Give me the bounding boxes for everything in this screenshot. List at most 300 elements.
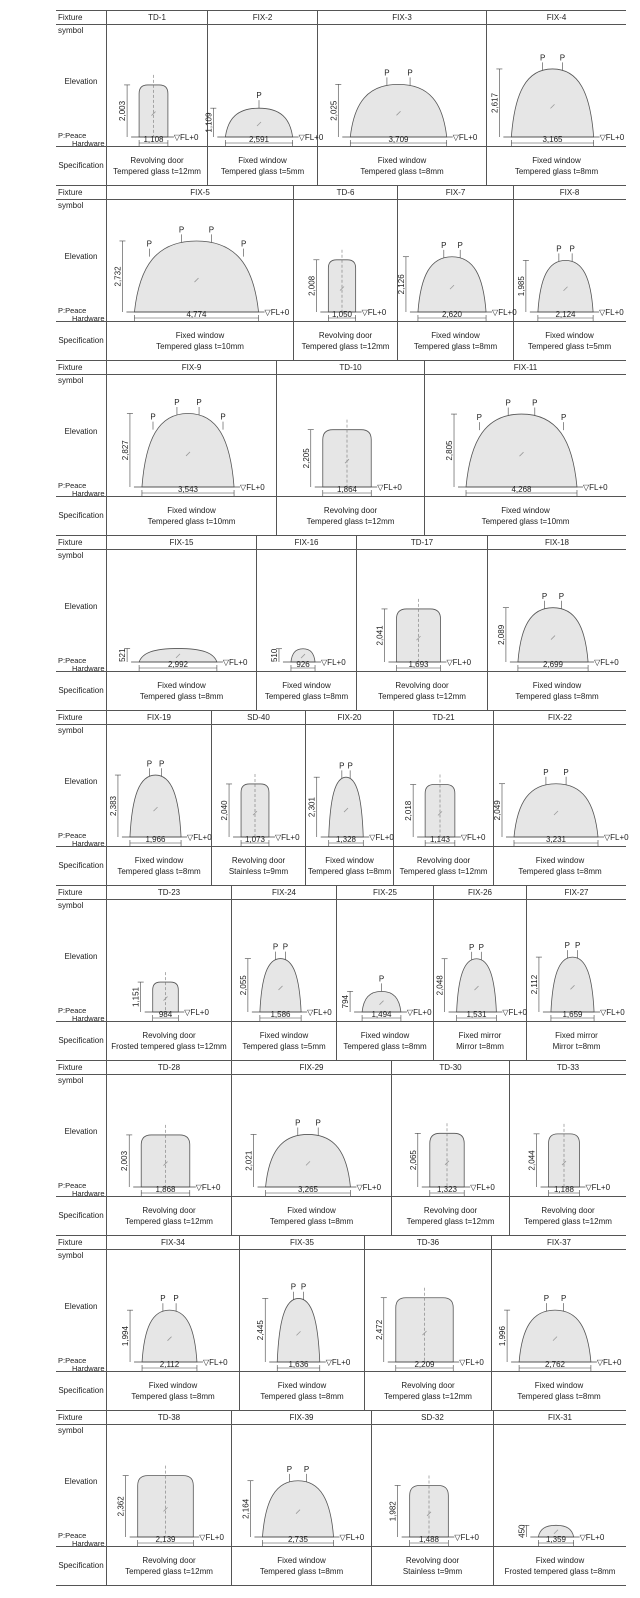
- floor-level-label: ▽FL+0: [264, 308, 290, 317]
- height-dimension-label: 2,040: [220, 800, 230, 821]
- height-dimension-label: 1,994: [121, 1326, 131, 1347]
- peace-hardware-legend: P:Peace Hardware: [58, 1006, 105, 1023]
- peace-hardware-legend: P:Peace Hardware: [58, 306, 105, 323]
- peace-marker-label: P: [543, 1294, 550, 1304]
- specification-cell: [107, 147, 208, 185]
- door-outline: [323, 430, 371, 487]
- elevation-drawing: [277, 375, 425, 496]
- fixture-symbol: FIX-24: [232, 886, 337, 899]
- width-dimension-label: 2,112: [159, 1360, 180, 1369]
- floor-level-label: ▽FL+0: [298, 133, 324, 142]
- elevation-drawing: [510, 1075, 626, 1196]
- specification-cell: [514, 322, 625, 360]
- width-dimension-label: 2,620: [441, 310, 463, 319]
- specification-cell: [425, 497, 626, 535]
- width-dimension-label: 2,124: [555, 310, 576, 319]
- height-dimension-label: 2,049: [492, 800, 502, 821]
- floor-level-label: ▽FL+0: [361, 308, 387, 317]
- window-outline: [225, 108, 292, 137]
- specification-cell: [294, 322, 398, 360]
- height-dimension-label: 2,805: [445, 440, 455, 461]
- elevation-drawing: [257, 550, 357, 671]
- fixture-type: Revolving door: [142, 1206, 196, 1215]
- elevation-cell: [392, 1075, 510, 1196]
- elevation-cell: [372, 1425, 494, 1546]
- fixture-type: Fixed window: [325, 856, 374, 865]
- fixture-symbol: FIX-37: [546, 1238, 571, 1247]
- specification-label: Specification: [56, 672, 107, 710]
- width-dimension-label: 2,209: [414, 1360, 435, 1369]
- height-dimension-label: 2,041: [375, 625, 385, 646]
- elevation-label: [56, 1250, 107, 1371]
- fixture-symbol: FIX-26: [434, 886, 527, 899]
- peace-marker-label: P: [174, 397, 180, 407]
- elevation-drawing: [107, 1075, 232, 1196]
- elevation-cell: [488, 550, 626, 671]
- peace-hardware-legend: P:Peace Hardware: [58, 656, 105, 673]
- elevation-label-text: Elevation: [64, 252, 98, 261]
- material-spec: Tempered glass t=12mm: [399, 867, 488, 876]
- fixture-symbol: SD-40: [212, 711, 306, 724]
- fixture-symbol: TD-6: [294, 186, 398, 199]
- fixture-type: Fixed window: [167, 506, 216, 515]
- elevation-cell: [107, 1250, 240, 1371]
- peace-marker-label: P: [146, 239, 153, 249]
- width-dimension-label: 3,165: [542, 135, 563, 144]
- width-dimension-label: 2,992: [167, 660, 189, 669]
- fixture-symbol: FIX-18: [544, 538, 569, 547]
- elevation-drawing: [396, 200, 517, 321]
- material-spec: Tempered glass t=12mm: [524, 1217, 612, 1226]
- material-spec: Tempered glass t=8mm: [259, 1567, 344, 1576]
- width-dimension-label: 1,659: [562, 1010, 583, 1019]
- peace-marker-label: P: [543, 767, 549, 777]
- elevation-cell: [365, 1250, 492, 1371]
- fixture-symbol: TD-1: [107, 11, 208, 24]
- fixture-symbol: FIX-27: [564, 888, 589, 897]
- fixture-type: Fixed window: [277, 1381, 327, 1390]
- window-outline: [329, 777, 364, 837]
- specification-cell: [434, 1022, 527, 1060]
- floor-level-label: ▽FL+0: [599, 308, 624, 317]
- specification-cell: [318, 147, 487, 185]
- elevation-cell: [494, 1425, 626, 1546]
- width-dimension-label: 1,586: [270, 1010, 291, 1019]
- elevation-cell: [107, 550, 257, 671]
- peace-marker-label: P: [532, 398, 538, 408]
- elevation-drawing: [487, 25, 626, 146]
- specification-label: Specification: [56, 1372, 107, 1410]
- height-dimension-label: 2,617: [490, 92, 500, 113]
- fixture-symbol-label: Fixture symbol: [56, 1411, 107, 1424]
- floor-level-label: ▽FL+0: [307, 1008, 332, 1017]
- fixture-symbol: FIX-39: [232, 1411, 372, 1424]
- fixture-symbol: FIX-19: [107, 711, 212, 724]
- specification-label: Specification: [56, 1547, 107, 1585]
- elevation-drawing: [232, 1425, 372, 1546]
- peace-hardware-legend: P:Peace Hardware: [58, 131, 105, 148]
- width-dimension-label: 984: [158, 1010, 173, 1019]
- elevation-cell: [107, 900, 232, 1021]
- floor-level-label: ▽FL+0: [604, 833, 629, 842]
- specification-label: Specification: [56, 847, 107, 885]
- elevation-cell: [107, 1425, 232, 1546]
- floor-level-label: ▽FL+0: [325, 1358, 351, 1367]
- elevation-cell: [425, 375, 626, 496]
- elevation-cell: [212, 725, 306, 846]
- fixture-type: Fixed window: [282, 681, 331, 690]
- height-dimension-label: 2,362: [116, 1496, 126, 1517]
- specification-label: Specification: [56, 497, 107, 535]
- elevation-cell: [527, 900, 626, 1021]
- fixture-type: Fixed window: [157, 681, 206, 690]
- schedule-row-8: [56, 1235, 626, 1410]
- material-spec: Tempered glass t=12mm: [113, 167, 201, 176]
- fixture-symbol: TD-10: [277, 361, 425, 374]
- width-dimension-label: 1,488: [418, 1535, 440, 1544]
- material-spec: Tempered glass t=8mm: [514, 167, 599, 176]
- width-dimension-label: 1,188: [553, 1185, 575, 1194]
- material-spec: Tempered glass t=8mm: [139, 692, 224, 701]
- specification-label: Specification: [56, 1022, 107, 1060]
- specification-cell: [107, 322, 294, 360]
- elevation-label: [56, 1425, 107, 1546]
- height-dimension-label: 2,008: [307, 275, 317, 296]
- elevation-label: [56, 375, 107, 496]
- material-spec: Mirror t=8mm: [456, 1042, 504, 1051]
- elevation-cell: [306, 725, 394, 846]
- specification-cell: [392, 1197, 510, 1235]
- specification-cell: [212, 847, 306, 885]
- peace-marker-label: P: [290, 1282, 297, 1292]
- peace-marker-label: P: [539, 53, 546, 63]
- material-spec: Tempered glass t=10mm: [147, 517, 236, 526]
- material-spec: Tempered glass t=12mm: [301, 342, 390, 351]
- window-outline: [418, 257, 486, 312]
- material-spec: Tempered glass t=12mm: [306, 517, 395, 526]
- elevation-label-text: Elevation: [64, 427, 98, 436]
- elevation-drawing: [425, 375, 626, 496]
- floor-level-label: ▽FL+0: [406, 1008, 432, 1017]
- width-dimension-label: 1,531: [466, 1010, 487, 1019]
- specification-cell: [107, 1547, 232, 1585]
- elevation-drawing: [318, 25, 487, 146]
- peace-marker-label: P: [384, 68, 390, 78]
- specification-cell: [232, 1197, 392, 1235]
- window-outline: [511, 69, 593, 137]
- peace-marker-label: P: [256, 91, 262, 101]
- peace-hardware-legend: P:Peace Hardware: [58, 1531, 105, 1548]
- elevation-drawing: [492, 725, 629, 846]
- elevation-drawing: [394, 725, 494, 846]
- fixture-symbol-label: Fixture symbol: [56, 186, 107, 199]
- peace-marker-label: P: [558, 591, 565, 601]
- fixture-type: Revolving door: [405, 1556, 460, 1565]
- elevation-drawing: [107, 1425, 232, 1546]
- elevation-cell: [337, 900, 434, 1021]
- width-dimension-label: 1,073: [244, 835, 266, 844]
- width-dimension-label: 1,868: [155, 1185, 176, 1194]
- elevation-cell: [107, 25, 208, 146]
- window-outline: [457, 959, 497, 1012]
- width-dimension-label: 2,735: [287, 1535, 309, 1544]
- floor-level-label: ▽FL+0: [187, 833, 212, 842]
- elevation-label-text: Elevation: [64, 77, 98, 86]
- peace-marker-label: P: [208, 225, 215, 235]
- elevation-cell: [396, 200, 517, 321]
- elevation-label-text: Elevation: [64, 1302, 98, 1311]
- height-dimension-label: 1,996: [498, 1326, 508, 1347]
- fixture-type: Fixed mirror: [555, 1031, 598, 1040]
- elevation-label: [56, 25, 107, 146]
- fixture-symbol: FIX-35: [240, 1236, 365, 1249]
- width-dimension-label: 1,636: [288, 1360, 309, 1369]
- material-spec: Stainless t=9mm: [402, 1567, 463, 1576]
- window-outline: [142, 413, 234, 487]
- material-spec: Tempered glass t=8mm: [307, 867, 392, 876]
- specification-cell: [510, 1197, 626, 1235]
- elevation-cell: [232, 1075, 392, 1196]
- schedule-row-3: [56, 360, 626, 535]
- width-dimension-label: 4,268: [511, 485, 532, 494]
- peace-marker-label: P: [178, 225, 185, 235]
- material-spec: Mirror t=8mm: [552, 1042, 601, 1051]
- peace-hardware-legend: P:Peace Hardware: [58, 481, 105, 498]
- height-dimension-label: 2,065: [408, 1150, 418, 1171]
- width-dimension-label: 2,139: [155, 1535, 176, 1544]
- floor-level-label: ▽FL+0: [356, 1183, 382, 1192]
- floor-level-label: ▽FL+0: [173, 133, 199, 142]
- fixture-symbol-label: Fixture symbol: [56, 361, 107, 374]
- fixture-type: Fixed window: [534, 1381, 584, 1390]
- window-outline: [362, 991, 401, 1012]
- peace-marker-label: P: [158, 759, 165, 769]
- fixture-type: Revolving door: [142, 1556, 196, 1565]
- window-outline: [277, 1298, 320, 1362]
- elevation-drawing: [232, 1075, 392, 1196]
- material-spec: Tempered glass t=8mm: [269, 1217, 354, 1226]
- elevation-drawing: [372, 1425, 494, 1546]
- material-spec: Tempered glass t=12mm: [125, 1567, 213, 1576]
- height-dimension-label: 2,048: [435, 975, 445, 996]
- window-outline: [518, 608, 588, 662]
- floor-level-label: ▽FL+0: [202, 1358, 228, 1367]
- material-spec: Tempered glass t=12mm: [378, 692, 466, 701]
- fixture-symbol-label: Fixture symbol: [56, 11, 107, 24]
- elevation-drawing: [204, 25, 324, 146]
- height-dimension-label: 2,383: [108, 796, 118, 817]
- material-spec: Tempered glass t=8mm: [360, 167, 444, 176]
- fixture-type: Revolving door: [395, 681, 449, 690]
- elevation-cell: [434, 900, 527, 1021]
- elevation-cell: [107, 1075, 232, 1196]
- floor-level-label: ▽FL+0: [596, 1358, 622, 1367]
- floor-level-label: ▽FL+0: [199, 1533, 224, 1542]
- height-dimension-label: 2,003: [120, 1150, 130, 1171]
- peace-marker-label: P: [476, 413, 483, 423]
- floor-level-label: ▽FL+0: [594, 658, 619, 667]
- width-dimension-label: 3,265: [297, 1185, 319, 1194]
- specification-cell: [488, 672, 626, 710]
- elevation-cell: [232, 1425, 372, 1546]
- fixture-symbol: FIX-34: [107, 1236, 240, 1249]
- specification-cell: [208, 147, 318, 185]
- height-dimension-label: 510: [269, 648, 279, 663]
- specification-cell: [398, 322, 514, 360]
- floor-level-label: ▽FL+0: [446, 658, 472, 667]
- material-spec: Tempered glass t=5mm: [242, 1042, 326, 1051]
- fixture-symbol: FIX-16: [257, 536, 357, 549]
- fixture-type: Fixed window: [535, 856, 585, 865]
- elevation-cell: [257, 550, 357, 671]
- material-spec: Tempered glass t=8mm: [413, 342, 498, 351]
- material-spec: Tempered glass t=8mm: [260, 1392, 344, 1401]
- fixture-type: Fixed window: [545, 331, 594, 340]
- elevation-label-text: Elevation: [64, 602, 98, 611]
- fixture-symbol: FIX-4: [546, 13, 567, 22]
- specification-cell: [107, 1372, 240, 1410]
- elevation-drawing: [212, 725, 306, 846]
- peace-marker-label: P: [173, 1294, 179, 1304]
- peace-hardware-legend: P:Peace Hardware: [58, 1356, 105, 1373]
- width-dimension-label: 2,591: [248, 135, 270, 144]
- material-spec: Frosted tempered glass t=12mm: [111, 1042, 227, 1051]
- fixture-symbol: FIX-7: [398, 186, 514, 199]
- specification-cell: [306, 847, 394, 885]
- fixture-symbol: FIX-3: [318, 11, 487, 24]
- floor-level-label: ▽FL+0: [460, 833, 486, 842]
- specification-cell: [107, 672, 257, 710]
- window-outline: [130, 775, 181, 837]
- specification-cell: [232, 1547, 372, 1585]
- elevation-cell: [277, 375, 425, 496]
- elevation-label: [56, 900, 107, 1021]
- floor-level-label: ▽FL+0: [377, 483, 402, 492]
- fixture-type: Fixed window: [259, 1031, 309, 1040]
- floor-level-label: ▽FL+0: [369, 833, 394, 842]
- height-dimension-label: 2,044: [527, 1150, 537, 1171]
- elevation-drawing: [240, 1250, 365, 1371]
- height-dimension-label: 2,126: [396, 274, 406, 295]
- elevation-drawing: [107, 375, 277, 496]
- window-outline: [551, 957, 594, 1012]
- elevation-drawing: [392, 1075, 510, 1196]
- elevation-label-text: Elevation: [64, 1477, 98, 1486]
- fixture-type: Revolving door: [416, 856, 471, 865]
- specification-cell: [337, 1022, 434, 1060]
- elevation-cell: [510, 1075, 626, 1196]
- width-dimension-label: 2,699: [542, 660, 564, 669]
- floor-level-label: ▽FL+0: [492, 308, 517, 317]
- fixture-symbol: FIX-31: [547, 1413, 572, 1422]
- floor-level-label: ▽FL+0: [274, 833, 300, 842]
- material-spec: Tempered glass t=8mm: [264, 692, 349, 701]
- height-dimension-label: 2,827: [120, 440, 130, 461]
- floor-level-label: ▽FL+0: [454, 1533, 479, 1542]
- specification-cell: [240, 1372, 365, 1410]
- height-dimension-label: 2,301: [307, 797, 317, 818]
- width-dimension-label: 1,323: [436, 1185, 458, 1194]
- elevation-drawing: [107, 200, 294, 321]
- window-outline: [262, 1481, 333, 1537]
- peace-marker-label: P: [457, 240, 463, 250]
- height-dimension-label: 2,018: [404, 800, 414, 821]
- fixture-symbol-label: Fixture symbol: [56, 536, 107, 549]
- elevation-cell: [240, 1250, 365, 1371]
- floor-level-label: ▽FL+0: [339, 1533, 365, 1542]
- fixture-type: Fixed mirror: [458, 1031, 502, 1040]
- peace-marker-label: P: [303, 1464, 310, 1474]
- fixture-type: Revolving door: [323, 506, 378, 515]
- fixture-type: Fixed window: [431, 331, 480, 340]
- fixture-type: Fixed window: [175, 331, 225, 340]
- elevation-drawing: [488, 550, 626, 671]
- elevation-drawing: [306, 725, 394, 846]
- specification-label: Specification: [56, 322, 107, 360]
- fixture-symbol: TD-33: [556, 1063, 580, 1072]
- fixture-type: Revolving door: [401, 1381, 455, 1390]
- peace-marker-label: P: [575, 941, 581, 951]
- specification-cell: [527, 1022, 626, 1060]
- fixture-type: Revolving door: [318, 331, 373, 340]
- height-dimension-label: 1,982: [388, 1501, 398, 1522]
- schedule-row-4: [56, 535, 626, 710]
- specification-label: Specification: [56, 1197, 107, 1235]
- fixture-type: Fixed window: [148, 1381, 198, 1390]
- elevation-drawing: [107, 550, 257, 671]
- schedule-row-6: [56, 885, 626, 1060]
- elevation-cell: [357, 550, 488, 671]
- width-dimension-label: 1,864: [336, 485, 358, 494]
- material-spec: Stainless t=9mm: [228, 867, 289, 876]
- fixture-symbol: FIX-8: [559, 188, 580, 197]
- elevation-cell: [204, 25, 324, 146]
- width-dimension-label: 4,774: [186, 310, 207, 319]
- schedule-row-9: [56, 1410, 626, 1586]
- peace-marker-label: P: [315, 1118, 321, 1128]
- fixture-type: Fixed window: [377, 156, 427, 165]
- fixture-symbol: TD-38: [107, 1411, 232, 1424]
- peace-marker-label: P: [240, 239, 247, 249]
- fixture-type: Fixed window: [501, 506, 550, 515]
- width-dimension-label: 2,762: [544, 1360, 566, 1369]
- elevation-drawing: [107, 900, 232, 1021]
- window-outline: [134, 241, 258, 312]
- material-spec: Tempered glass t=8mm: [131, 1392, 215, 1401]
- peace-marker-label: P: [272, 942, 279, 952]
- peace-marker-label: P: [220, 412, 226, 422]
- material-spec: Tempered glass t=5mm: [220, 167, 305, 176]
- specification-label: Specification: [56, 147, 107, 185]
- floor-level-label: ▽FL+0: [222, 658, 248, 667]
- height-dimension-label: 2,164: [241, 1498, 251, 1519]
- material-spec: Tempered glass t=8mm: [515, 692, 599, 701]
- specification-cell: [365, 1372, 492, 1410]
- peace-marker-label: P: [569, 244, 575, 254]
- peace-marker-label: P: [146, 759, 153, 769]
- peace-marker-label: P: [441, 240, 447, 250]
- window-outline: [260, 959, 301, 1012]
- fixture-type: Revolving door: [130, 156, 184, 165]
- fixture-type: Revolving door: [423, 1206, 478, 1215]
- specification-cell: [107, 1022, 232, 1060]
- elevation-drawing: [357, 550, 488, 671]
- width-dimension-label: 1,143: [429, 835, 451, 844]
- peace-marker-label: P: [564, 941, 570, 951]
- fixture-symbol: FIX-11: [513, 363, 538, 372]
- peace-marker-label: P: [559, 53, 566, 63]
- fixture-symbol: TD-17: [357, 536, 488, 549]
